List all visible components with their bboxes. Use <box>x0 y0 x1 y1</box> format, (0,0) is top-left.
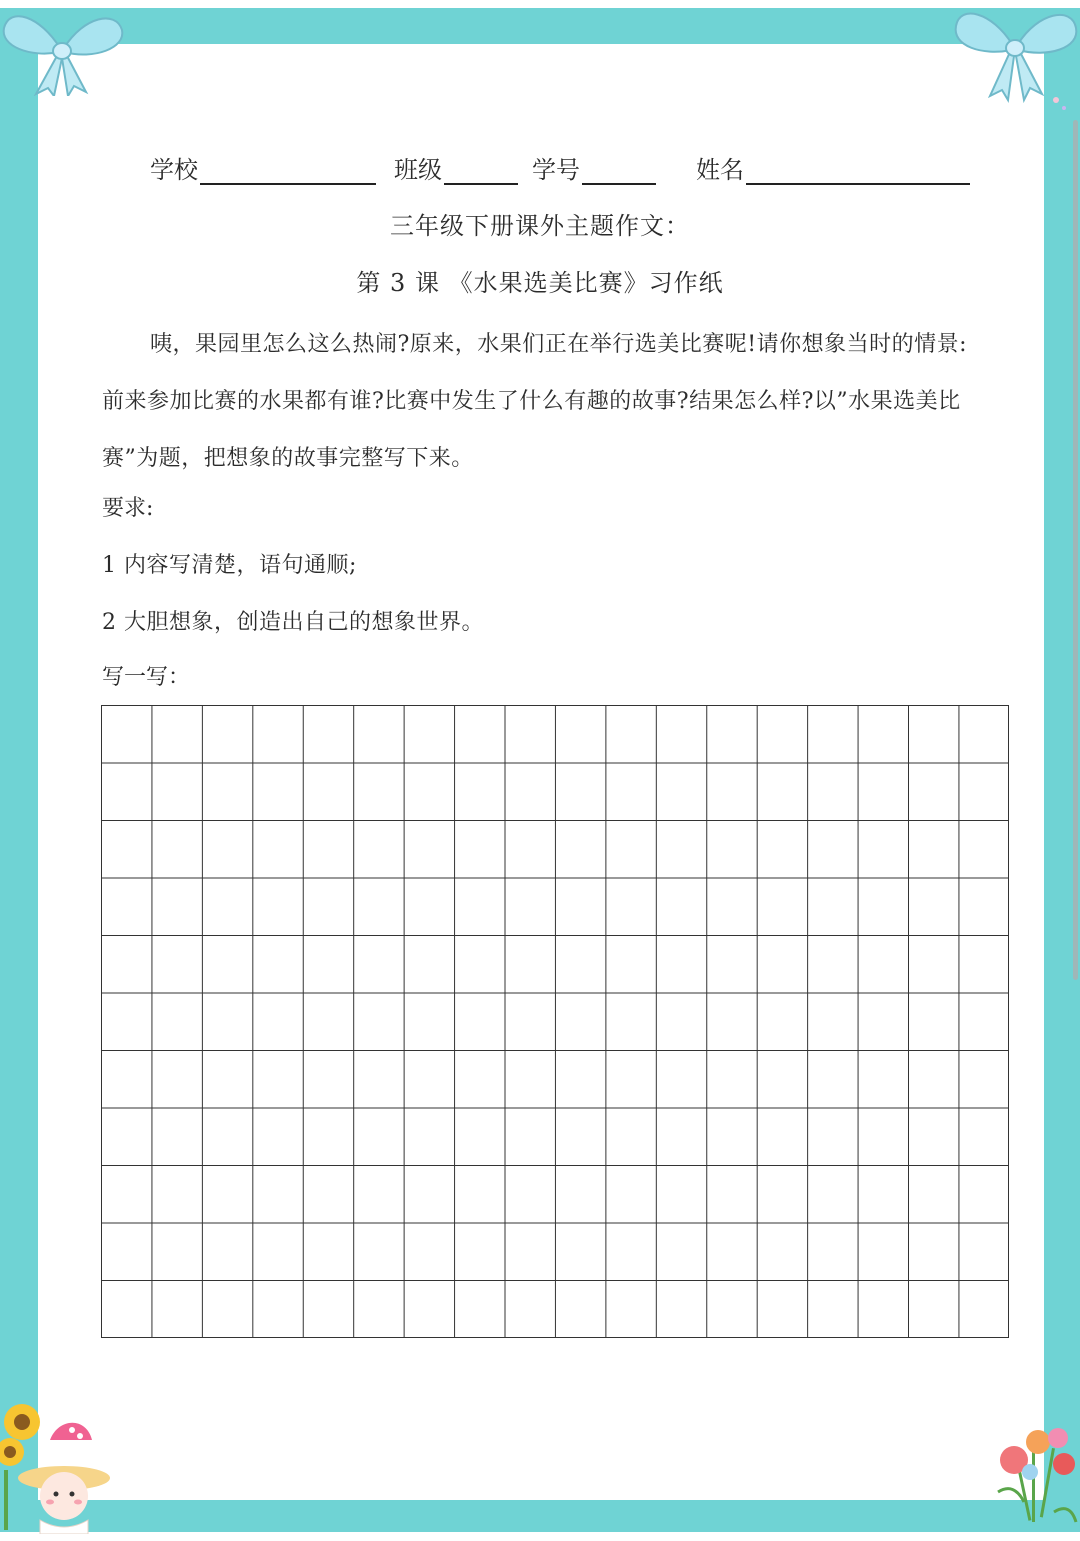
name-blank[interactable] <box>746 155 970 185</box>
class-field <box>394 150 518 185</box>
requirement-item: 1 内容写清楚，语句通顺; <box>102 553 357 578</box>
requirement-item: 2 大胆想象，创造出自己的想象世界。 <box>102 610 484 635</box>
school-blank[interactable] <box>200 155 376 185</box>
scrollbar-thumb[interactable] <box>1073 120 1078 980</box>
worksheet-subtitle: 三年级下册课外主题作文： <box>390 212 690 240</box>
school-label: 学校 <box>150 156 198 184</box>
name-field <box>696 150 970 185</box>
bow-icon <box>952 4 1080 116</box>
write-section-label: 写一写： <box>102 665 191 690</box>
class-blank[interactable] <box>444 155 518 185</box>
writing-prompt: 咦，果园里怎么这么热闹?原来，水果们正在举行选美比赛呢!请你想象当时的情景:前来参加比赛的水果都有谁?比赛中发生了什么有趣的故事?结果怎么样?以”水果选美比赛”为题，把想象的故事完整写下来。 <box>102 332 968 471</box>
student-number-label: 学号 <box>532 156 580 184</box>
sunflower-girl-icon <box>0 1400 112 1534</box>
lesson-title: 第 3 课 《水果选美比赛》习作纸 <box>356 269 724 297</box>
school-field <box>150 150 376 185</box>
class-label: 班级 <box>394 156 442 184</box>
student-info-row <box>150 150 980 190</box>
writing-grid[interactable] <box>101 705 1009 1338</box>
name-label: 姓名 <box>696 156 744 184</box>
student-number-blank[interactable] <box>582 155 656 185</box>
flower-bouquet-icon <box>994 1412 1080 1534</box>
bow-icon <box>0 6 126 96</box>
student-number-field <box>532 150 656 185</box>
requirements-heading: 要求: <box>102 496 154 521</box>
